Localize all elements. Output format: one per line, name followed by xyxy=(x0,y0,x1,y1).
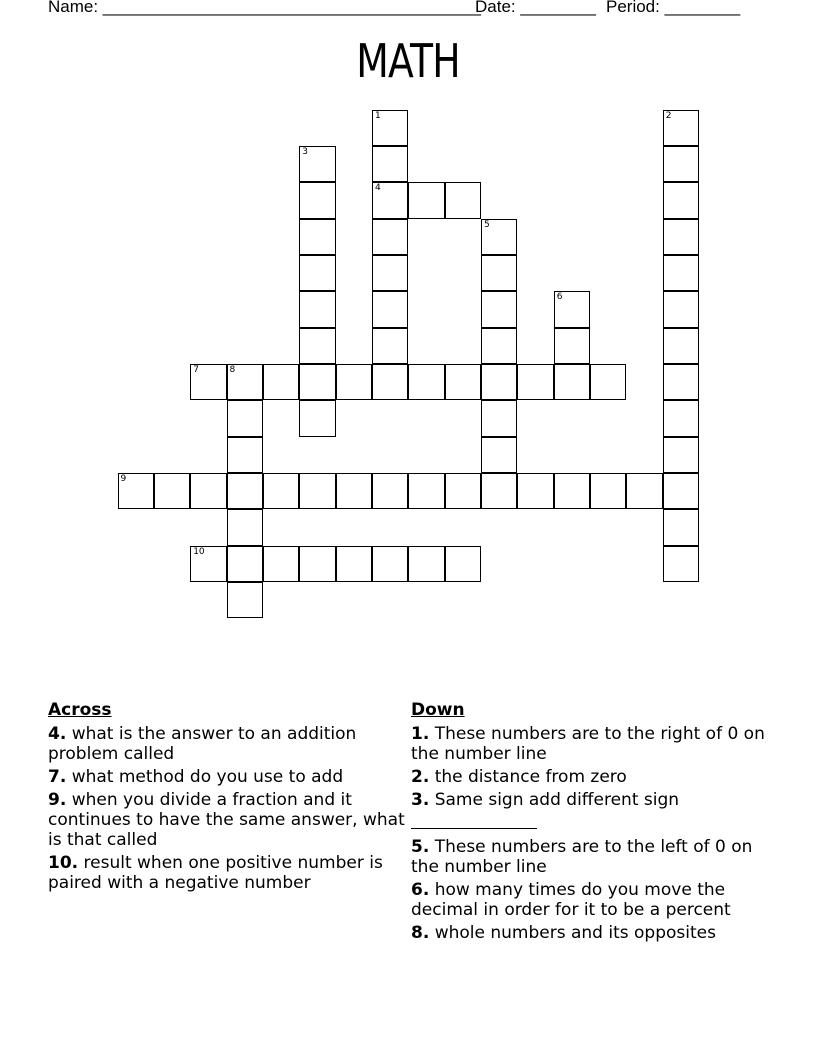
crossword-cell[interactable] xyxy=(263,473,299,509)
crossword-cell[interactable] xyxy=(554,291,590,327)
crossword-cell[interactable] xyxy=(336,473,372,509)
crossword-cell[interactable] xyxy=(663,219,699,255)
down-clues xyxy=(411,700,771,946)
crossword-cell[interactable] xyxy=(554,328,590,364)
across-clue-4 xyxy=(48,724,408,764)
crossword-cell[interactable] xyxy=(299,291,335,327)
crossword-cell[interactable] xyxy=(408,364,444,400)
clue-number-label: 5 xyxy=(484,219,490,230)
clue-number-label: 6 xyxy=(556,292,563,303)
clue-number-label: 2 xyxy=(665,110,672,121)
crossword-cell[interactable] xyxy=(445,473,481,509)
crossword-cell[interactable] xyxy=(299,255,335,291)
clue-number: 5. xyxy=(411,837,430,857)
across-clue-9 xyxy=(48,790,408,850)
crossword-cell[interactable] xyxy=(517,473,553,509)
crossword-cell[interactable] xyxy=(372,219,408,255)
crossword-cell[interactable] xyxy=(626,473,662,509)
crossword-cell[interactable] xyxy=(445,364,481,400)
crossword-cell[interactable] xyxy=(227,582,263,618)
crossword-cell[interactable] xyxy=(263,546,299,582)
clue-text: These numbers are to the right of 0 on the number line xyxy=(411,724,765,764)
clue-text: result when one positive number is paired with a negative number xyxy=(48,853,383,893)
crossword-cell[interactable] xyxy=(663,291,699,327)
crossword-cell[interactable] xyxy=(263,364,299,400)
crossword-cell[interactable] xyxy=(481,400,517,436)
clue-number: 8. xyxy=(411,923,430,943)
across-heading: Across xyxy=(48,700,112,720)
crossword-cell[interactable] xyxy=(590,473,626,509)
across-clue-7 xyxy=(48,767,408,787)
down-clue-3 xyxy=(411,790,771,834)
crossword-cell[interactable] xyxy=(408,182,444,218)
down-heading: Down xyxy=(411,700,465,720)
clue-text: what is the answer to an addition problem called xyxy=(48,724,357,764)
crossword-cell[interactable] xyxy=(663,146,699,182)
clue-number: 2. xyxy=(411,767,430,787)
crossword-cell[interactable] xyxy=(663,437,699,473)
crossword-cell[interactable] xyxy=(663,182,699,218)
clue-number-label: 10 xyxy=(193,546,205,557)
crossword-cell[interactable] xyxy=(481,437,517,473)
crossword-cell[interactable] xyxy=(372,110,408,146)
crossword-cell[interactable] xyxy=(663,328,699,364)
crossword-cell[interactable] xyxy=(227,400,263,436)
crossword-cell[interactable] xyxy=(481,328,517,364)
crossword-cell[interactable] xyxy=(190,364,226,400)
down-clue-5 xyxy=(411,837,771,877)
clue-number: 1. xyxy=(411,724,430,744)
clue-text: These numbers are to the left of 0 on the number line xyxy=(411,837,753,877)
crossword-cell[interactable] xyxy=(663,473,699,509)
clue-number: 10. xyxy=(48,853,79,873)
crossword-cell[interactable] xyxy=(299,546,335,582)
crossword-cell[interactable] xyxy=(190,546,226,582)
crossword-cell[interactable] xyxy=(227,437,263,473)
crossword-cell[interactable] xyxy=(118,473,154,509)
crossword-cell[interactable] xyxy=(372,364,408,400)
crossword-cell[interactable] xyxy=(663,255,699,291)
clue-number-label: 3 xyxy=(302,146,308,157)
crossword-cell[interactable] xyxy=(299,364,335,400)
crossword-cell[interactable] xyxy=(408,473,444,509)
clue-number-label: 1 xyxy=(374,110,381,121)
crossword-cell[interactable] xyxy=(299,473,335,509)
crossword-cell[interactable] xyxy=(299,146,335,182)
crossword-cell[interactable] xyxy=(408,546,444,582)
crossword-cell[interactable] xyxy=(372,291,408,327)
clue-number-label: 4 xyxy=(374,183,381,194)
crossword-cell[interactable] xyxy=(336,546,372,582)
crossword-cell[interactable] xyxy=(663,546,699,582)
crossword-cell[interactable] xyxy=(663,509,699,545)
crossword-cell[interactable] xyxy=(554,473,590,509)
clue-number: 9. xyxy=(48,790,67,810)
clue-number: 6. xyxy=(411,880,430,900)
crossword-cell[interactable] xyxy=(299,400,335,436)
across-clue-10 xyxy=(48,853,408,893)
crossword-cell[interactable] xyxy=(372,473,408,509)
clue-text: what method do you use to add xyxy=(71,767,344,787)
crossword-cell[interactable] xyxy=(372,546,408,582)
clue-number: 4. xyxy=(48,724,67,744)
crossword-cell[interactable] xyxy=(554,364,590,400)
clue-text: when you divide a fraction and it continues to have the same answer, what is that called xyxy=(48,790,405,850)
crossword-cell[interactable] xyxy=(481,364,517,400)
clue-number-label: 9 xyxy=(120,474,127,484)
crossword-cell[interactable] xyxy=(227,509,263,545)
crossword-cell[interactable] xyxy=(190,473,226,509)
clue-text: the distance from zero xyxy=(434,767,627,787)
crossword-cell[interactable] xyxy=(663,364,699,400)
crossword-cell[interactable] xyxy=(227,473,263,509)
crossword-cell[interactable] xyxy=(481,473,517,509)
crossword-cell[interactable] xyxy=(372,328,408,364)
down-clue-2 xyxy=(411,767,771,787)
clue-number: 3. xyxy=(411,790,430,810)
crossword-cell[interactable] xyxy=(299,219,335,255)
crossword-cell[interactable] xyxy=(590,364,626,400)
crossword-cell[interactable] xyxy=(299,328,335,364)
crossword-cell[interactable] xyxy=(445,546,481,582)
clue-text: whole numbers and its opposites xyxy=(434,923,716,943)
clue-number: 7. xyxy=(48,767,67,787)
clue-text: Same sign add different sign xyxy=(434,790,680,810)
crossword-cell[interactable] xyxy=(227,546,263,582)
crossword-cell[interactable] xyxy=(299,182,335,218)
crossword-cell[interactable] xyxy=(481,219,517,255)
crossword-cell[interactable] xyxy=(517,364,553,400)
page-title: MATH xyxy=(356,34,460,88)
crossword-cell[interactable] xyxy=(372,182,408,218)
down-clue-8 xyxy=(411,923,771,943)
crossword-cell[interactable] xyxy=(372,255,408,291)
period-field-label[interactable]: Period: ________ xyxy=(606,0,741,16)
crossword-cell[interactable] xyxy=(481,291,517,327)
name-field-label[interactable]: Name: ________________________________________ xyxy=(48,0,481,16)
crossword-cell[interactable] xyxy=(481,255,517,291)
answer-blank-line xyxy=(411,810,537,829)
crossword-cell[interactable] xyxy=(663,400,699,436)
clue-number-label: 8 xyxy=(229,364,236,375)
crossword-cell[interactable] xyxy=(336,364,372,400)
date-field-label[interactable]: Date: ________ xyxy=(475,0,596,16)
clue-text: how many times do you move the decimal in order for it to be a percent xyxy=(411,880,731,920)
clue-number-label: 7 xyxy=(193,364,199,375)
down-clue-1 xyxy=(411,724,771,764)
crossword-cell[interactable] xyxy=(372,146,408,182)
crossword-cell[interactable] xyxy=(227,364,263,400)
down-clue-6 xyxy=(411,880,771,920)
crossword-cell[interactable] xyxy=(663,110,699,146)
crossword-cell[interactable] xyxy=(445,182,481,218)
crossword-cell[interactable] xyxy=(154,473,190,509)
across-clues xyxy=(48,700,408,896)
